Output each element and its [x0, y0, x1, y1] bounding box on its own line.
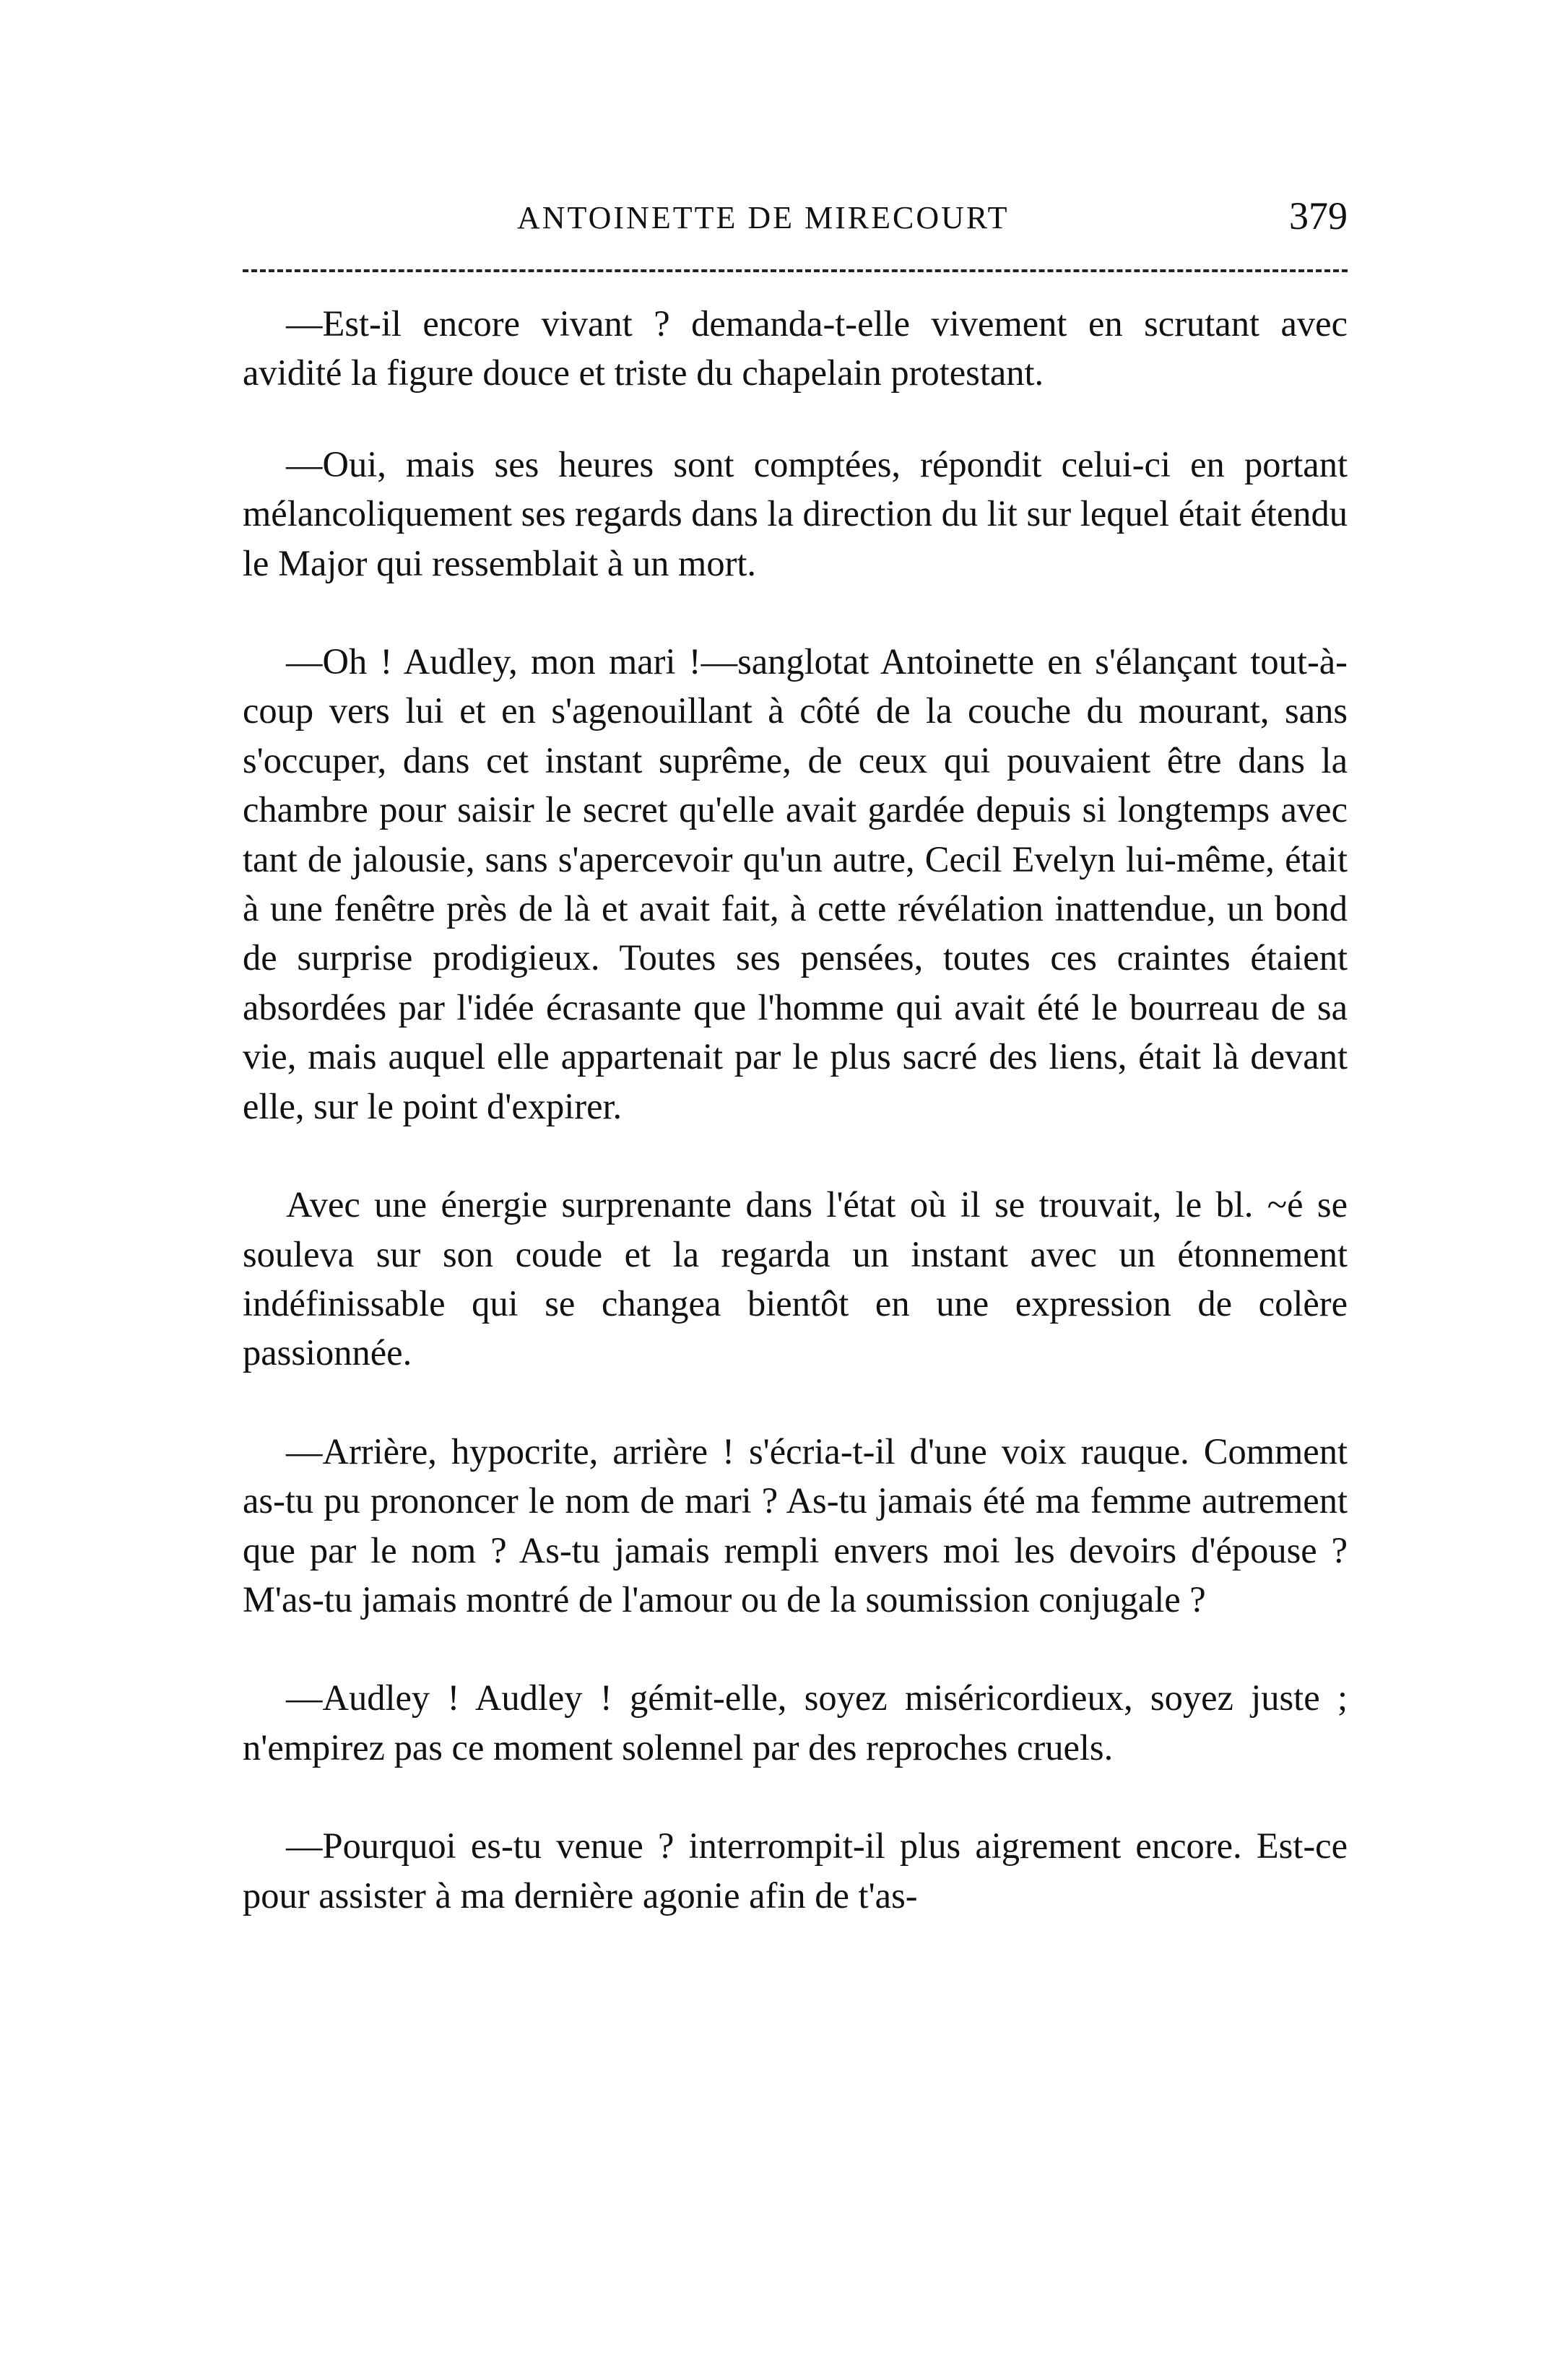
paragraph-2: —Oui, mais ses heures sont comptées, répondit celui-ci en portant mélancoliquement ses regards dans la direction du lit sur lequel était étendu le Major qui ressemblait à un mort.	[243, 443, 1348, 583]
header-rule	[243, 269, 1348, 272]
paragraph-4: Avec une énergie surprenante dans l'état où il se trouvait, le bl. ~é se souleva sur son coude et la regarda un instant avec un étonnement indéfinissable qui se changea bientôt en une expression de colère passionnée.	[243, 1184, 1348, 1373]
body-text	[243, 299, 1348, 1969]
running-header	[243, 194, 1348, 244]
paragraph-3: —Oh ! Audley, mon mari !—sanglotat Antoinette en s'élançant tout-à-coup vers lui et en s'agenouillant à côté de la couche du mourant, sans s'occuper, dans cet instant suprême, de ceux qui pouvaient être dans la chambre pour saisir le secret qu'elle avait gardée depuis si longtemps avec tant de jalousie, sans s'apercevoir qu'un autre, Cecil Evelyn lui-même, était à une fenêtre près de là et avait fait, à cette révélation inattendue, un bond de surprise prodigieux. Toutes ses pensées, toutes ces craintes étaient absordées par l'idée écrasante que l'homme qui avait été le bourreau de sa vie, mais auquel elle appartenait par le plus sacré des liens, était là devant elle, sur le point d'expirer.	[243, 641, 1348, 1126]
paragraph-5: —Arrière, hypocrite, arrière ! s'écria-t-il d'une voix rauque. Comment as-tu pu prononcer le nom de mari ? As-tu jamais été ma femme autrement que par le nom ? As-tu jamais rempli envers moi les devoirs d'épouse ? M'as-tu jamais montré de l'amour ou de la soumission conjugale ?	[243, 1430, 1348, 1620]
paragraph-1: —Est-il encore vivant ? demanda-t-elle vivement en scrutant avec avidité la figure douce et triste du chapelain protestant.	[243, 303, 1348, 394]
page-number: 379	[1289, 194, 1348, 238]
paragraph-7: —Pourquoi es-tu venue ? interrompit-il plus aigrement encore. Est-ce pour assister à ma dernière agonie afin de t'as-	[243, 1825, 1348, 1916]
paragraph-6: —Audley ! Audley ! gémit-elle, soyez miséricordieux, soyez juste ; n'empirez pas ce moment solennel par des reproches cruels.	[243, 1677, 1348, 1768]
running-title: ANTOINETTE DE MIRECOURT	[517, 200, 1010, 235]
